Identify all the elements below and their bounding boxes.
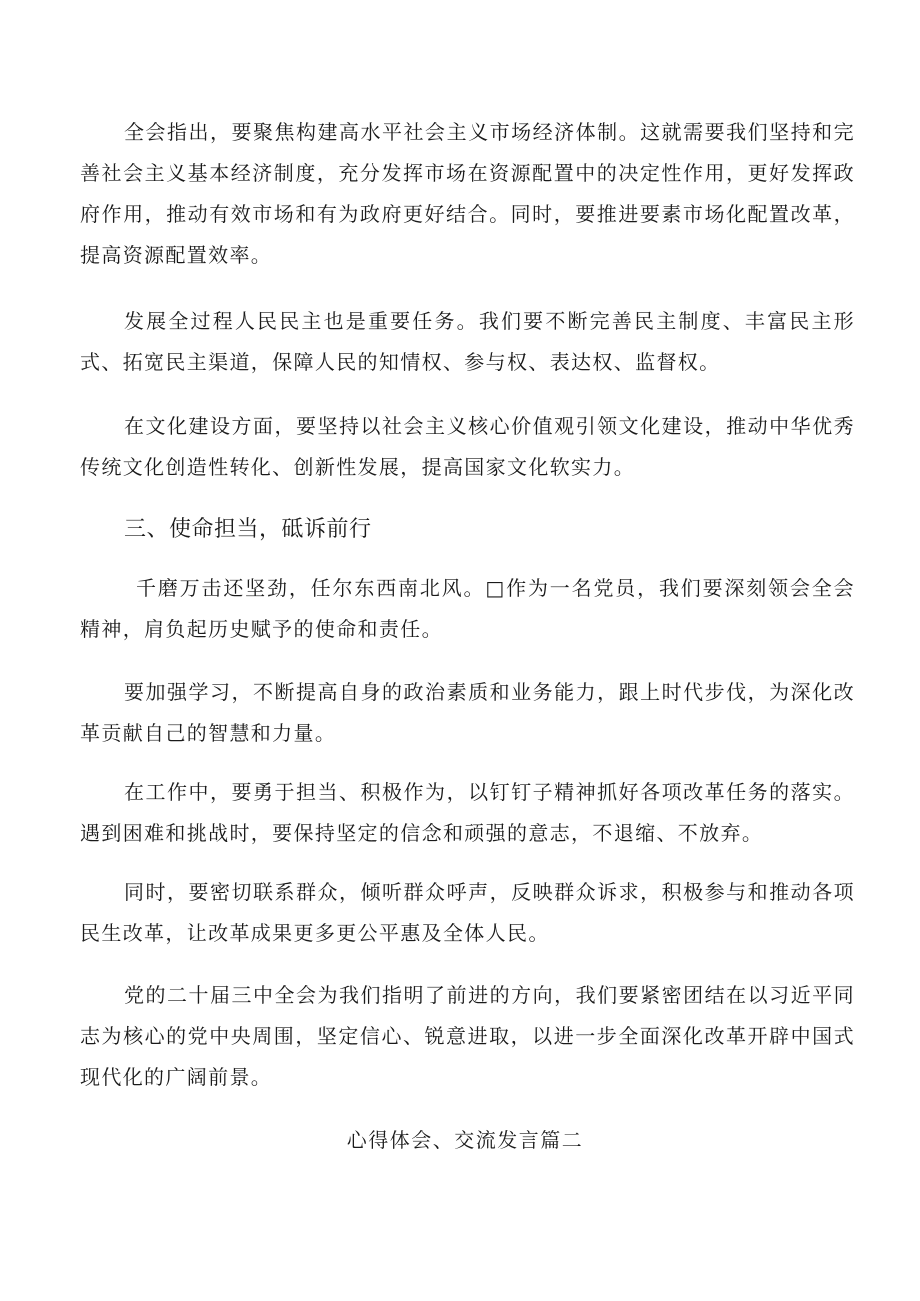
paragraph-masses: 同时，要密切联系群众，倾听群众呼声，反映群众诉求，积极参与和推动各项民生改革，让改革成果更多更公平惠及全体人民。 [80, 880, 855, 945]
section-heading: 三、使命担当，砥诉前行 [124, 517, 372, 542]
paragraph-mission: 千磨万击还坚劲，任尔东西南北风。□作为一名党员，我们要深刻领会全会精神，肩负起历史赋予的使命和责任。 [80, 576, 855, 641]
paragraph-market-economy: 全会指出，要聚焦构建高水平社会主义市场经济体制。这就需要我们坚持和完善社会主义基本经济制度，充分发挥市场在资源配置中的决定性作用，更好发挥政府作用，推动有效市场和有为政府更好结合。同时，要推进要素市场化配置改革，提高资源配置效率。 [80, 120, 855, 267]
section-subtitle: 心得体会、交流发言篇二 [346, 1128, 584, 1152]
paragraph-peoples-democracy: 发展全过程人民民主也是重要任务。我们要不断完善民主制度、丰富民主形式、拓宽民主渠道，保障人民的知情权、参与权、表达权、监督权。 [80, 309, 855, 374]
paragraph-study: 要加强学习，不断提高自身的政治素质和业务能力，跟上时代步伐，为深化改革贡献自己的智慧和力量。 [80, 680, 855, 745]
paragraph-conclusion: 党的二十届三中全会为我们指明了前进的方向，我们要紧密团结在以习近平同志为核心的党中央周围，坚定信心、锐意进取，以进一步全面深化改革开辟中国式现代化的广阔前景。 [80, 983, 855, 1089]
paragraph-culture-building: 在文化建设方面，要坚持以社会主义核心价值观引领文化建设，推动中华优秀传统文化创造性转化、创新性发展，提高国家文化软实力。 [80, 414, 855, 479]
paragraph-responsibility: 在工作中，要勇于担当、积极作为，以钉钉子精神抓好各项改革任务的落实。遇到困难和挑战时，要保持坚定的信念和顽强的意志，不退缩、不放弃。 [80, 780, 855, 845]
